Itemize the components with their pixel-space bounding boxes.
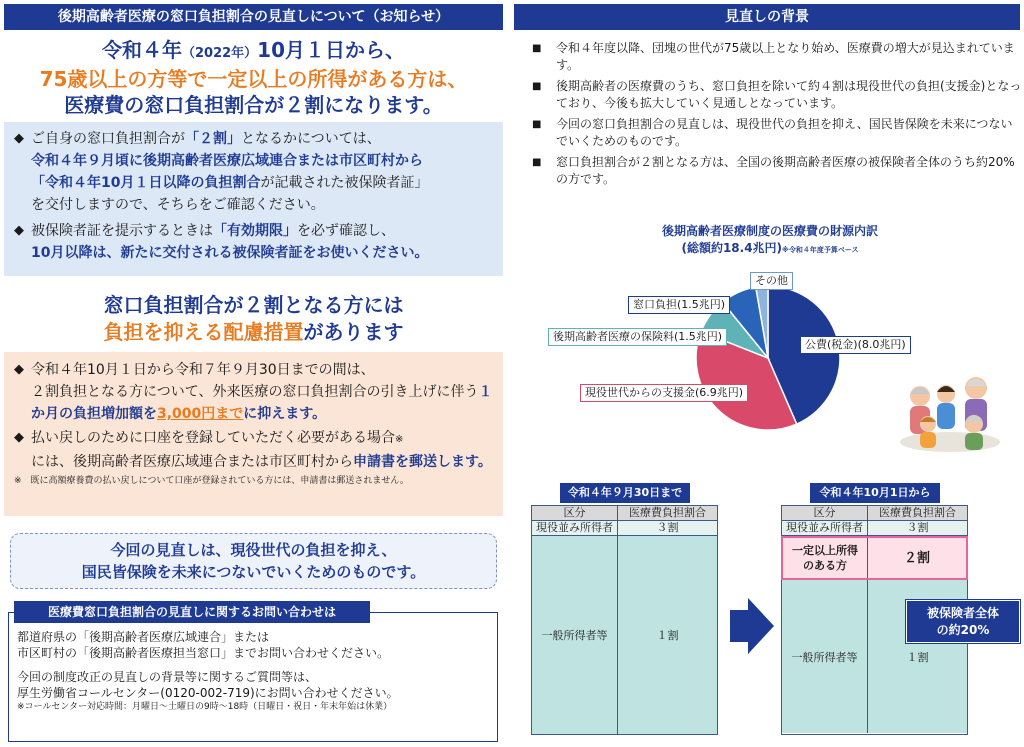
list-item [532,116,1022,150]
arrow-right-icon [730,598,774,654]
pie-label-public: 公費(税金)(8.0兆円) [800,336,911,354]
list-item-text: 今回の窓口負担割合の見直しは、現役世代の負担を抑え、国民皆保険を未来につないでいくためのものです。 [556,117,1013,148]
pie-label-support: 現役世代からの支援金(6.9兆円) [580,384,748,402]
pie-label-premium: 後期高齢者医療の保険料(1.5兆円) [548,328,727,346]
share-callout [906,600,1020,643]
table-after-title: 令和４年10月1日から [810,483,940,503]
background-header: 見直しの背景 [514,4,1020,30]
text-emph-orange: 3,000円まで [157,406,244,422]
cell-category-line: 一定以上所得 [792,544,859,557]
list-item [532,78,1022,112]
headline-target: 75歳以上の方等で一定以上の所得がある方は、 [39,67,468,91]
text-emph: １か月の負担増加額を [31,384,493,422]
summary-line-2: 国民皆保険を未来につないでいくためのものです。 [81,563,426,581]
text: 令和４年10月１日から令和７年９月30日までの間は、 [31,362,375,378]
list-item-text: 後期高齢者の医療費のうち、窓口負担を除いて約４割は現役世代の負担(支援金)となっており、今後も拡大していく見通しとなっています。 [556,79,1022,110]
list-item [532,40,1022,74]
bullet-refund [14,427,495,473]
text: が記載された被保険者証」 [260,175,429,191]
cell-category-line: のある方 [803,559,848,572]
cell-ratio: ３割 [906,521,929,534]
col-ratio: 医療費負担割合 [629,506,706,519]
col-ratio: 医療費負担割合 [879,506,956,519]
col-category: 区分 [532,506,618,520]
relief-headline [4,292,503,346]
cell-ratio: ２割 [904,550,931,566]
pie-title-main: 後期高齢者医療制度の医療費の財源内訳 [661,224,878,238]
callout-line-2: の約20% [936,623,990,637]
main-headline [4,38,503,118]
notice-header: 後期高齢者医療の窓口負担割合の見直しについて（お知らせ） [4,4,503,30]
text: ご自身の窓口負担割合が [31,131,185,147]
pie-label-copay: 窓口負担(1.5兆円) [628,296,730,314]
cell-category: 現役並み所得者 [532,521,618,535]
cell-category: 一般所得者等 [532,536,618,734]
table-row-highlight [781,536,968,580]
background-list [532,40,1022,192]
headline-date-2: 10月１日から、 [257,38,406,62]
cell-ratio: １割 [906,650,929,664]
text: には、後期高齢者医療広域連合または市区町村から [31,454,353,470]
list-item [532,154,1022,188]
square-icon: ■ [532,157,542,168]
col-category: 区分 [782,506,868,520]
refund-note: ※ 既に高額療養費の払い戻しについて口座が登録されている方には、申請書は郵送されません。 [14,476,409,486]
cell-category: 現役並み所得者 [782,521,868,535]
pie-note: ※令和４年度予算ベース [782,246,859,254]
callout-line-1: 被保険者全体 [926,606,999,620]
relief-headline-emph: 負担を抑える配慮措置 [103,320,304,344]
bullet-relief [14,359,495,425]
diamond-icon: ◆ [14,430,24,445]
cell-ratio: ３割 [656,521,679,534]
text: となるかについては、 [241,131,381,147]
elderly-people-illustration [898,372,1002,454]
diamond-icon: ◆ [14,223,24,238]
summary-line-1: 今回の見直しは、現役世代の負担を抑え、 [110,541,397,559]
table-before [531,505,718,735]
contact-box [8,612,498,742]
headline-date: 令和４年 [101,38,182,62]
square-icon: ■ [532,81,542,92]
contact-line-3: 今回の制度改正の見直しの背景等に関するご質問等は、 [17,670,318,684]
cell-category [783,538,868,578]
cell-ratio: １割 [656,629,679,642]
pie-subtitle: (総額約18.4兆円) [681,241,783,255]
text-emph: 「令和４年10月１日以降の負担割合 [31,175,261,191]
text: を必ず確認し、 [297,223,395,239]
list-item-text: 令和４年度以降、団塊の世代が75歳以上となり始め、医療費の増大が見込まれています。 [556,41,1015,72]
text: 払い戻しのために口座を登録していただく必要がある場合 [31,430,395,446]
bullet-certificate [14,128,495,216]
info-box-relief [4,352,503,516]
list-item-text: 窓口負担割合が２割となる方は、全国の後期高齢者医療の被保険者全体のうち約20%の方です。 [556,155,1015,186]
headline-change: 医療費の窓口負担割合が２割になります。 [64,93,443,117]
text-emph: 10月以降は、新たに交付される被保険者証をお使いください。 [31,245,429,261]
contact-hours: ※コールセンター対応時間：月曜日～土曜日の9時～18時（日曜日・祝日・年末年始は休業） [17,702,393,712]
contact-line-1: 都道府県の「後期高齢者医療広域連合」または [17,630,270,644]
headline-year: （2022年） [181,46,258,61]
info-box-certificate [4,122,503,276]
table-header-row [532,506,717,521]
contact-line-4: 厚生労働省コールセンター(0120-002-719)にお問い合わせください。 [17,686,399,700]
text-emph: 「有効期限」 [213,223,297,239]
table-row [782,521,967,536]
text-note-mark: ※ [395,434,404,445]
summary-box [10,533,497,589]
table-header-row [782,506,967,521]
text-emph: に抑えます。 [243,406,327,422]
text: を交付しますので、そちらをご確認ください。 [31,197,325,213]
bullet-expiry [14,220,495,264]
text-emph: 令和４年９月頃に後期高齢者医療広域連合または市区町村から [31,153,423,169]
relief-headline-1: 窓口負担割合が２割となる方には [103,293,404,317]
contact-title: 医療費窓口負担割合の見直しに関するお問い合わせは [14,601,370,623]
pie-chart [540,262,860,462]
text: 被保険者証を提示するときは [31,223,213,239]
pie-title [600,223,940,259]
table-row [532,521,717,536]
table-row [532,536,717,734]
text-emph: 申請書を郵送します。 [353,454,492,470]
square-icon: ■ [532,119,542,130]
table-before-title: 令和４年９月30日まで [560,483,690,503]
cell-category: 一般所得者等 [782,580,868,733]
square-icon: ■ [532,43,542,54]
diamond-icon: ◆ [14,131,24,146]
pie-label-other: その他 [750,272,793,290]
diamond-icon: ◆ [14,362,24,377]
text: ２割負担となる方について、外来医療の窓口負担割合の引き上げに伴う [31,384,479,400]
contact-line-2: 市区町村の「後期高齢者医療担当窓口」までお問い合わせください。 [17,646,390,660]
relief-headline-2: があります [303,320,404,344]
text-emph: 「２割」 [185,131,241,147]
